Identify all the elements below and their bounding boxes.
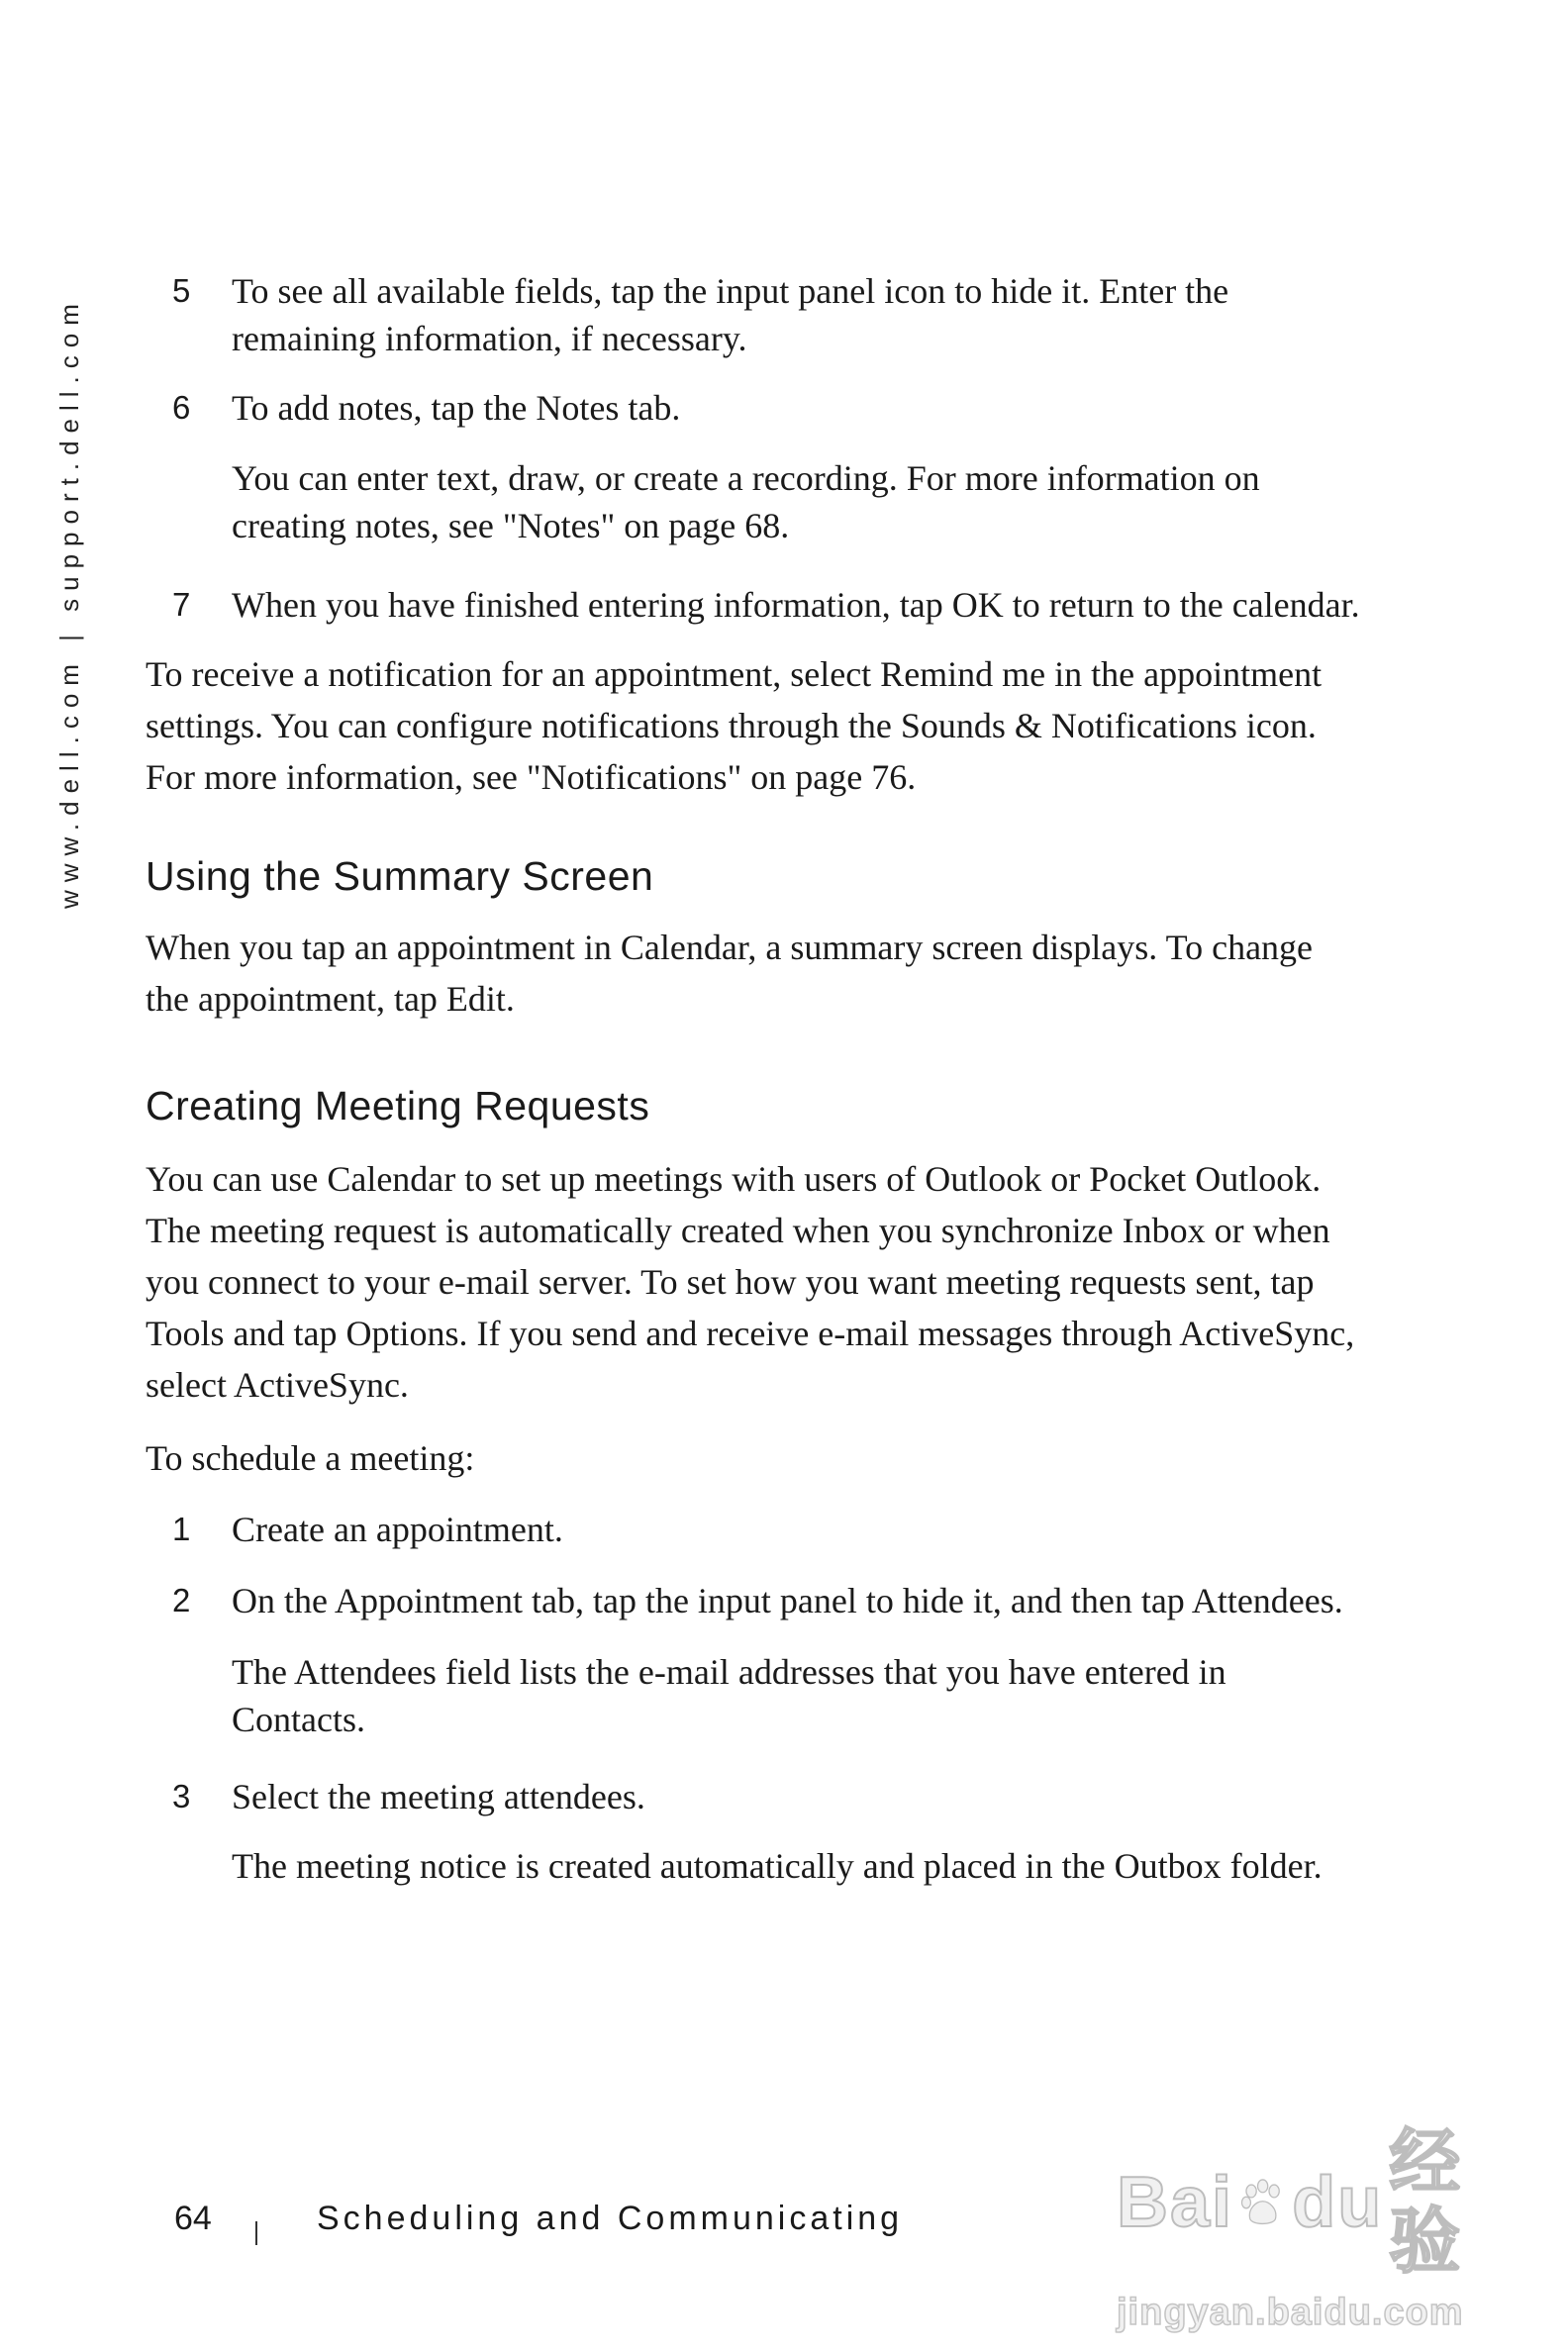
step-number: 3 bbox=[172, 1778, 191, 1814]
step-number: 7 bbox=[172, 586, 191, 623]
step-number: 6 bbox=[172, 389, 191, 426]
step-5 bbox=[146, 267, 1363, 362]
meeting-step-3 bbox=[146, 1773, 1363, 1820]
baidu-logo bbox=[1117, 2123, 1483, 2282]
step-text: On the Appointment tab, tap the input panel to hide it, and then tap Attendees. bbox=[232, 1581, 1343, 1620]
meeting-step-2 bbox=[146, 1577, 1363, 1624]
page-footer bbox=[174, 2200, 903, 2238]
step-text: When you have finished entering information, tap OK to return to the calendar. bbox=[232, 585, 1360, 625]
page-number: 64 bbox=[174, 2200, 212, 2237]
page-content bbox=[146, 267, 1363, 1890]
summary-paragraph: When you tap an appointment in Calendar, a summary screen displays. To change the appointment, tap Edit. bbox=[146, 928, 1314, 1019]
meeting-step-1 bbox=[146, 1506, 1363, 1553]
logo-text-mid: du bbox=[1292, 2163, 1384, 2242]
step-text: To see all available fields, tap the input panel icon to hide it. Enter the remaining information, if necessary. bbox=[232, 271, 1229, 358]
step-text: Create an appointment. bbox=[232, 1510, 563, 1549]
step-number: 1 bbox=[172, 1511, 191, 1547]
schedule-intro: To schedule a meeting: bbox=[146, 1438, 475, 1478]
step-3-detail: The meeting notice is created automatically and placed in the Outbox folder. bbox=[232, 1846, 1323, 1886]
paw-icon bbox=[1237, 2163, 1288, 2242]
footer-divider bbox=[255, 2221, 257, 2245]
step-text: To add notes, tap the Notes tab. bbox=[232, 388, 681, 428]
step-2-detail: The Attendees field lists the e-mail addresses that you have entered in Contacts. bbox=[232, 1652, 1226, 1739]
side-url: www.dell.com | support.dell.com bbox=[54, 296, 84, 909]
step-6 bbox=[146, 384, 1363, 432]
logo-text-right: 经验 bbox=[1389, 2123, 1463, 2282]
summary-screen-heading: Using the Summary Screen bbox=[146, 853, 654, 899]
baidu-watermark bbox=[1117, 2123, 1483, 2333]
chapter-title: Scheduling and Communicating bbox=[317, 2200, 904, 2237]
step-7 bbox=[146, 581, 1363, 629]
watermark-url: jingyan.baidu.com bbox=[1117, 2292, 1464, 2333]
step-6-detail: You can enter text, draw, or create a recording. For more information on creating notes, see "Notes" on page 68. bbox=[232, 458, 1260, 545]
step-text: Select the meeting attendees. bbox=[232, 1777, 645, 1816]
meeting-paragraph: You can use Calendar to set up meetings with users of Outlook or Pocket Outlook. The meeting request is automatically created when you synchronize Inbox or when you connect to your e-mail server. To set how you want meeting requests sent, tap Tools and tap Options. If you send and receive e-mail messages through ActiveSync, select ActiveSync. bbox=[146, 1159, 1355, 1405]
meeting-requests-heading: Creating Meeting Requests bbox=[146, 1083, 650, 1128]
step-number: 5 bbox=[172, 272, 191, 309]
notification-paragraph: To receive a notification for an appointment, select Remind me in the appointment settings. You can configure notifications through the Sounds & Notifications icon. For more information, see "Notifications" on page 76. bbox=[146, 654, 1323, 797]
step-number: 2 bbox=[172, 1582, 191, 1618]
logo-text-left: Bai bbox=[1117, 2163, 1234, 2242]
